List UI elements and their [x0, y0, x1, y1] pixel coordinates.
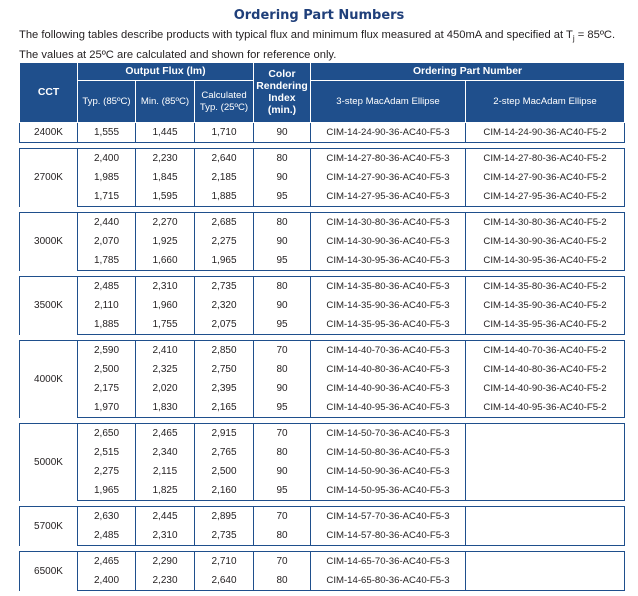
typ85-cell: 2,485 — [78, 277, 136, 297]
cri-cell: 70 — [254, 341, 311, 361]
cri-cell: 80 — [254, 526, 311, 546]
part-2step-cell — [466, 462, 625, 481]
calc25-cell: 2,710 — [195, 552, 254, 572]
part-2step-cell: CIM-14-30-90-36-AC40-F5-2 — [466, 232, 625, 251]
calc25-cell: 2,735 — [195, 526, 254, 546]
part-2step-cell — [466, 507, 625, 527]
typ85-cell: 2,590 — [78, 341, 136, 361]
typ85-cell: 2,650 — [78, 424, 136, 444]
part-2step-cell — [466, 424, 625, 444]
calc25-cell: 2,075 — [195, 315, 254, 335]
part-2step-cell: CIM-14-30-80-36-AC40-F5-2 — [466, 213, 625, 233]
calc25-cell: 2,735 — [195, 277, 254, 297]
cct-cell: 2400K — [20, 123, 78, 143]
table-row — [20, 398, 625, 418]
calc25-cell: 2,750 — [195, 360, 254, 379]
part-2step-cell: CIM-14-27-90-36-AC40-F5-2 — [466, 168, 625, 187]
calc25-cell: 2,640 — [195, 571, 254, 591]
part-3step-cell: CIM-14-30-95-36-AC40-F5-3 — [311, 251, 466, 271]
calc25-cell: 2,395 — [195, 379, 254, 398]
typ85-cell: 1,985 — [78, 168, 136, 187]
calc25-cell: 2,275 — [195, 232, 254, 251]
cct-cell: 5700K — [20, 507, 78, 546]
header-calc-line1: Calculated — [201, 89, 247, 101]
typ85-cell: 1,970 — [78, 398, 136, 418]
calc25-cell: 2,320 — [195, 296, 254, 315]
page-title: Ordering Part Numbers — [233, 8, 405, 23]
header-output-flux: Output Flux (lm) — [78, 63, 254, 81]
typ85-cell: 2,070 — [78, 232, 136, 251]
part-3step-cell: CIM-14-40-80-36-AC40-F5-3 — [311, 360, 466, 379]
part-2step-cell — [466, 443, 625, 462]
part-3step-cell: CIM-14-40-90-36-AC40-F5-3 — [311, 379, 466, 398]
part-3step-cell: CIM-14-27-90-36-AC40-F5-3 — [311, 168, 466, 187]
part-2step-cell: CIM-14-35-95-36-AC40-F5-2 — [466, 315, 625, 335]
cri-cell: 80 — [254, 149, 311, 169]
min85-cell: 1,825 — [136, 481, 195, 501]
min85-cell: 2,270 — [136, 213, 195, 233]
header-cct: CCT — [20, 63, 78, 123]
part-3step-cell: CIM-14-40-70-36-AC40-F5-3 — [311, 341, 466, 361]
header-cri-line3: Index — [268, 92, 296, 104]
table-row — [20, 315, 625, 335]
header-calc-line2: Typ. (25ºC) — [199, 101, 249, 113]
cri-cell: 90 — [254, 296, 311, 315]
cct-cell: 4000K — [20, 341, 78, 418]
min85-cell: 1,845 — [136, 168, 195, 187]
header-min85: Min. (85ºC) — [136, 81, 195, 123]
typ85-cell: 1,555 — [78, 123, 136, 143]
cri-cell: 90 — [254, 123, 311, 143]
table-row — [20, 462, 625, 481]
calc25-cell: 1,885 — [195, 187, 254, 207]
part-3step-cell: CIM-14-40-95-36-AC40-F5-3 — [311, 398, 466, 418]
part-3step-cell: CIM-14-50-80-36-AC40-F5-3 — [311, 443, 466, 462]
part-3step-cell: CIM-14-24-90-36-AC40-F5-3 — [311, 123, 466, 143]
calc25-cell: 2,850 — [195, 341, 254, 361]
part-3step-cell: CIM-14-27-80-36-AC40-F5-3 — [311, 149, 466, 169]
header-2step: 2-step MacAdam Ellipse — [466, 81, 625, 123]
part-3step-cell: CIM-14-50-70-36-AC40-F5-3 — [311, 424, 466, 444]
min85-cell: 2,020 — [136, 379, 195, 398]
min85-cell: 1,925 — [136, 232, 195, 251]
table-row — [20, 552, 625, 572]
min85-cell: 2,325 — [136, 360, 195, 379]
part-2step-cell: CIM-14-27-80-36-AC40-F5-2 — [466, 149, 625, 169]
min85-cell: 2,310 — [136, 277, 195, 297]
part-2step-cell — [466, 571, 625, 591]
calc25-cell: 2,915 — [195, 424, 254, 444]
cct-cell: 6500K — [20, 552, 78, 591]
header-calc25 — [195, 81, 254, 123]
min85-cell: 2,340 — [136, 443, 195, 462]
min85-cell: 1,960 — [136, 296, 195, 315]
min85-cell: 2,445 — [136, 507, 195, 527]
header-cri — [254, 63, 311, 123]
typ85-cell: 2,485 — [78, 526, 136, 546]
cri-cell: 70 — [254, 424, 311, 444]
part-3step-cell: CIM-14-57-80-36-AC40-F5-3 — [311, 526, 466, 546]
cri-cell: 80 — [254, 443, 311, 462]
cri-cell: 95 — [254, 315, 311, 335]
typ85-cell: 2,400 — [78, 149, 136, 169]
table-row — [20, 123, 625, 143]
intro-subscript: j — [572, 34, 575, 44]
table-row — [20, 507, 625, 527]
part-3step-cell: CIM-14-35-95-36-AC40-F5-3 — [311, 315, 466, 335]
table-row — [20, 149, 625, 169]
part-3step-cell: CIM-14-57-70-36-AC40-F5-3 — [311, 507, 466, 527]
calc25-cell: 2,500 — [195, 462, 254, 481]
cct-cell: 2700K — [20, 149, 78, 207]
min85-cell: 2,465 — [136, 424, 195, 444]
typ85-cell: 2,630 — [78, 507, 136, 527]
intro-paragraph — [19, 27, 624, 63]
cri-cell: 80 — [254, 360, 311, 379]
typ85-cell: 2,275 — [78, 462, 136, 481]
header-cri-line2: Rendering — [256, 80, 308, 92]
table-row — [20, 187, 625, 207]
calc25-cell: 1,965 — [195, 251, 254, 271]
header-3step: 3-step MacAdam Ellipse — [311, 81, 466, 123]
typ85-cell: 2,175 — [78, 379, 136, 398]
part-2step-cell — [466, 526, 625, 546]
part-3step-cell: CIM-14-35-90-36-AC40-F5-3 — [311, 296, 466, 315]
typ85-cell: 2,515 — [78, 443, 136, 462]
cri-cell: 80 — [254, 277, 311, 297]
header-typ85: Typ. (85ºC) — [78, 81, 136, 123]
cri-cell: 90 — [254, 379, 311, 398]
typ85-cell: 1,885 — [78, 315, 136, 335]
part-3step-cell: CIM-14-50-90-36-AC40-F5-3 — [311, 462, 466, 481]
calc25-cell: 1,710 — [195, 123, 254, 143]
part-2step-cell: CIM-14-30-95-36-AC40-F5-2 — [466, 251, 625, 271]
typ85-cell: 2,110 — [78, 296, 136, 315]
table-row — [20, 277, 625, 297]
part-2step-cell: CIM-14-35-90-36-AC40-F5-2 — [466, 296, 625, 315]
typ85-cell: 1,965 — [78, 481, 136, 501]
part-3step-cell: CIM-14-35-80-36-AC40-F5-3 — [311, 277, 466, 297]
table-row — [20, 360, 625, 379]
cri-cell: 95 — [254, 481, 311, 501]
min85-cell: 2,115 — [136, 462, 195, 481]
cri-cell: 80 — [254, 571, 311, 591]
part-2step-cell: CIM-14-40-95-36-AC40-F5-2 — [466, 398, 625, 418]
part-3step-cell: CIM-14-65-80-36-AC40-F5-3 — [311, 571, 466, 591]
part-3step-cell: CIM-14-27-95-36-AC40-F5-3 — [311, 187, 466, 207]
intro-text-part1: The following tables describe products with typical flux and minimum flux measured at 450mA and specified at T — [19, 29, 573, 41]
table-row — [20, 341, 625, 361]
typ85-cell: 1,785 — [78, 251, 136, 271]
min85-cell: 2,410 — [136, 341, 195, 361]
table-row — [20, 443, 625, 462]
calc25-cell: 2,165 — [195, 398, 254, 418]
cct-cell: 3000K — [20, 213, 78, 271]
part-3step-cell: CIM-14-30-90-36-AC40-F5-3 — [311, 232, 466, 251]
cct-cell: 5000K — [20, 424, 78, 501]
typ85-cell: 2,440 — [78, 213, 136, 233]
typ85-cell: 2,465 — [78, 552, 136, 572]
part-3step-cell: CIM-14-65-70-36-AC40-F5-3 — [311, 552, 466, 572]
part-3step-cell: CIM-14-30-80-36-AC40-F5-3 — [311, 213, 466, 233]
calc25-cell: 2,160 — [195, 481, 254, 501]
table-row — [20, 526, 625, 546]
table-row — [20, 251, 625, 271]
part-2step-cell: CIM-14-27-95-36-AC40-F5-2 — [466, 187, 625, 207]
table-row — [20, 168, 625, 187]
cri-cell: 90 — [254, 462, 311, 481]
calc25-cell: 2,765 — [195, 443, 254, 462]
part-2step-cell: CIM-14-40-90-36-AC40-F5-2 — [466, 379, 625, 398]
min85-cell: 2,230 — [136, 571, 195, 591]
cri-cell: 90 — [254, 168, 311, 187]
cri-cell: 70 — [254, 552, 311, 572]
table-row — [20, 296, 625, 315]
header-ordering-part-number: Ordering Part Number — [311, 63, 625, 81]
calc25-cell: 2,640 — [195, 149, 254, 169]
typ85-cell: 2,500 — [78, 360, 136, 379]
calc25-cell: 2,685 — [195, 213, 254, 233]
cri-cell: 95 — [254, 398, 311, 418]
min85-cell: 2,230 — [136, 149, 195, 169]
min85-cell: 1,660 — [136, 251, 195, 271]
calc25-cell: 2,895 — [195, 507, 254, 527]
min85-cell: 2,290 — [136, 552, 195, 572]
part-2step-cell — [466, 481, 625, 501]
intro-text-part2: = 85ºC. The values at 25ºC are calculated and shown for reference only. — [19, 29, 616, 62]
cri-cell: 90 — [254, 232, 311, 251]
table-row — [20, 379, 625, 398]
cri-cell: 80 — [254, 213, 311, 233]
cri-cell: 95 — [254, 251, 311, 271]
part-2step-cell: CIM-14-40-80-36-AC40-F5-2 — [466, 360, 625, 379]
min85-cell: 1,595 — [136, 187, 195, 207]
ordering-part-numbers-table — [19, 62, 625, 591]
table-row — [20, 481, 625, 501]
calc25-cell: 2,185 — [195, 168, 254, 187]
min85-cell: 1,755 — [136, 315, 195, 335]
header-cri-line1: Color — [268, 68, 296, 80]
table-row — [20, 571, 625, 591]
min85-cell: 2,310 — [136, 526, 195, 546]
part-2step-cell: CIM-14-40-70-36-AC40-F5-2 — [466, 341, 625, 361]
cct-cell: 3500K — [20, 277, 78, 335]
table-body — [20, 123, 625, 591]
typ85-cell: 2,400 — [78, 571, 136, 591]
part-2step-cell: CIM-14-24-90-36-AC40-F5-2 — [466, 123, 625, 143]
part-2step-cell — [466, 552, 625, 572]
part-3step-cell: CIM-14-50-95-36-AC40-F5-3 — [311, 481, 466, 501]
cri-cell: 95 — [254, 187, 311, 207]
cri-cell: 70 — [254, 507, 311, 527]
table-row — [20, 213, 625, 233]
part-2step-cell: CIM-14-35-80-36-AC40-F5-2 — [466, 277, 625, 297]
typ85-cell: 1,715 — [78, 187, 136, 207]
header-cri-line4: (min.) — [267, 104, 297, 116]
table-row — [20, 232, 625, 251]
table-row — [20, 424, 625, 444]
min85-cell: 1,830 — [136, 398, 195, 418]
min85-cell: 1,445 — [136, 123, 195, 143]
